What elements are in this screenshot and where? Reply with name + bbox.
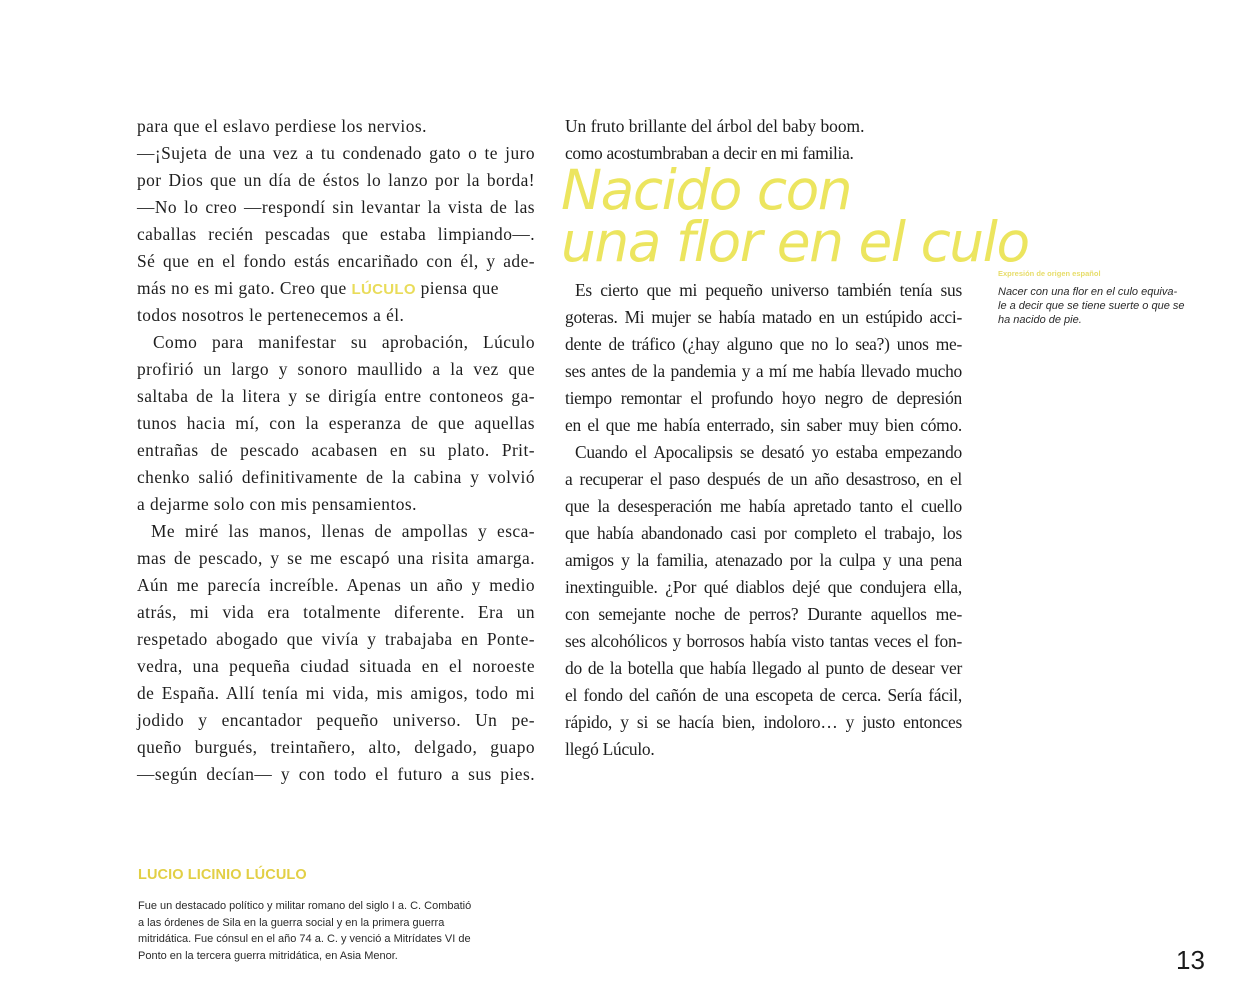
text-line: Me miré las manos, llenas de ampollas y esca- xyxy=(151,521,535,541)
text-line: Como para manifestar su aprobación, Lúculo xyxy=(153,332,535,352)
text-line: de España. Allí tenía mi vida, mis amigos, todo mi xyxy=(137,683,535,703)
text-line: Es cierto que mi pequeño universo también tenía sus xyxy=(575,280,962,300)
text-line: atrás, mi vida era totalmente diferente. Era un xyxy=(137,602,535,622)
text-line: a dejarme solo con mis pensamientos. xyxy=(137,494,417,514)
text-line: do de la botella que había llegado al punto de desear ver xyxy=(565,658,962,678)
text-line: queño burgués, treintañero, alto, delgado, guapo xyxy=(137,737,535,757)
text-line: Aún me parecía increíble. Apenas un año y medio xyxy=(137,575,535,595)
text-line: Sé que en el fondo estás encariñado con él, y ade- xyxy=(137,251,535,271)
text-line: —según decían— y con todo el futuro a sus pies. xyxy=(137,764,535,784)
text-line: Un fruto brillante del árbol del baby boom. xyxy=(565,116,865,136)
text-line: ses antes de la pandemia y a mí me había llevado mucho xyxy=(565,361,962,381)
text-line: jodido y encantador pequeño universo. Un pe- xyxy=(137,710,535,730)
text-line: dente de tráfico (¿hay alguno que no lo sea?) unos me- xyxy=(565,334,962,354)
sidenote-line: le a decir que se tiene suerte o que se xyxy=(998,300,1185,312)
text-line: todos nosotros le pertenecemos a él. xyxy=(137,305,405,325)
headline-line: Nacido con xyxy=(561,158,852,222)
text-line: por Dios que un día de éstos lo lanzo por la borda! xyxy=(137,170,535,190)
text-line: chenko salió definitivamente de la cabina y volvió xyxy=(137,467,535,487)
sidenote-body xyxy=(998,285,1213,327)
sidenote-line: ha nacido de pie. xyxy=(998,314,1082,326)
text-line: inextinguible. ¿Por qué diablos dejé que condujera ella, xyxy=(565,577,962,597)
text-line: el fondo del cañón de una escopeta de cerca. Sería fácil, xyxy=(565,685,962,705)
text-line: goteras. Mi mujer se había matado en un estúpido acci- xyxy=(565,307,962,327)
text-line: Cuando el Apocalipsis se desató yo estaba empezando xyxy=(575,442,962,462)
footnote-body xyxy=(138,898,538,964)
text-line: en el que me había enterrado, sin saber muy bien cómo. xyxy=(565,415,962,435)
text-line: a recuperar el paso después de un año desastroso, en el xyxy=(565,469,962,489)
sidenote-line: Nacer con una flor en el culo equiva- xyxy=(998,286,1178,298)
left-text-column xyxy=(137,118,537,808)
text-line: —¡Sujeta de una vez a tu condenado gato o te juro xyxy=(137,143,535,163)
right-text-column-body xyxy=(565,282,965,762)
text-line: como acostumbraban a decir en mi familia. xyxy=(565,143,854,163)
footnote-line: Fue un destacado político y militar romano del siglo I a. C. Combatió xyxy=(138,900,472,912)
text-line: respetado abogado que vivía y trabajaba en Ponte- xyxy=(137,629,535,649)
text-line: tunos hacia mí, con la esperanza de que aquellas xyxy=(137,413,535,433)
text-line: mas de pescado, y se me escapó una risita amarga. xyxy=(137,548,535,568)
text-line: caballas recién pescadas que estaba limpiando—. xyxy=(137,224,535,244)
text-line: con semejante noche de perros? Durante aquellos me- xyxy=(565,604,962,624)
text-line: vedra, una pequeña ciudad situada en el noroeste xyxy=(137,656,535,676)
text-line: saltaba de la litera y se dirigía entre contoneos ga- xyxy=(137,386,535,406)
text-line: entrañas de pescado acabasen en su plato. Prit- xyxy=(137,440,535,460)
sidenote-tag: Expresión de origen español xyxy=(998,269,1101,278)
text-line: rápido, y si se hacía bien, indoloro… y justo entonces xyxy=(565,712,962,732)
text-line: ses alcohólicos y borrosos había visto tantas veces el fon- xyxy=(565,631,962,651)
footnote-line: a las órdenes de Sila en la guerra social y en la primera guerra xyxy=(138,916,445,929)
footnote-line: Ponto en la tercera guerra mitridática, en Asia Menor. xyxy=(138,949,398,962)
text-line: para que el eslavo perdiese los nervios. xyxy=(137,116,427,136)
text-line-with-highlight xyxy=(137,280,535,297)
highlighted-name: LÚCULO xyxy=(351,281,416,298)
text-line: profirió un largo y sonoro maullido a la vez que xyxy=(137,359,535,379)
footnote-line: mitridática. Fue cónsul en el año 74 a. C. y venció a Mitrídates VI de xyxy=(138,933,471,945)
text-fragment: más no es mi gato. Creo que xyxy=(137,278,352,298)
text-line: amigos y la familia, atenazado por la culpa y una pena xyxy=(565,550,962,570)
page-number: 13 xyxy=(1176,945,1205,975)
text-fragment: piensa que xyxy=(415,278,499,298)
footnote-title: LUCIO LICINIO LÚCULO xyxy=(138,867,307,883)
text-line: llegó Lúculo. xyxy=(565,739,655,759)
text-line: —No lo creo —respondí sin levantar la vista de las xyxy=(137,197,535,217)
text-line: tiempo remontar el profundo hoyo negro de depresión xyxy=(565,388,962,408)
text-line: que la desesperación me había apretado tanto el cuello xyxy=(565,496,962,516)
text-line: que había abandonado casi por completo el trabajo, los xyxy=(565,523,962,543)
headline-line: una flor en el culo xyxy=(561,210,1029,274)
